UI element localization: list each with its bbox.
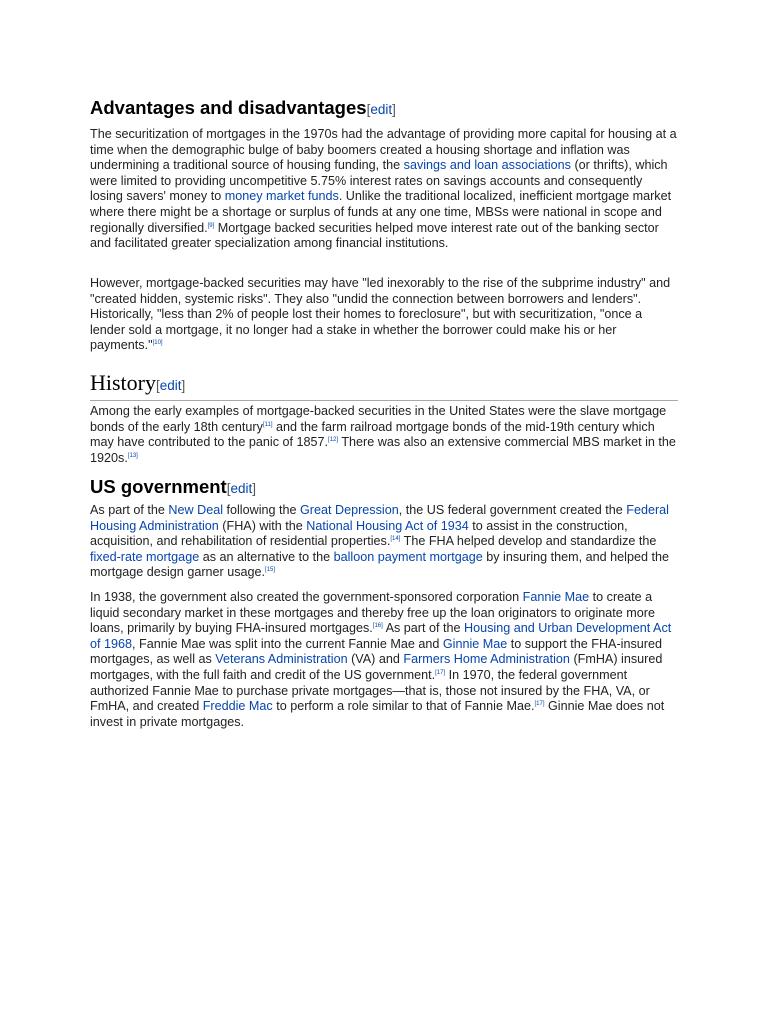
advantages-edit-link[interactable]: edit — [370, 102, 393, 117]
text: However, mortgage-backed securities may have "led inexorably to the rise of the subprime industry" and "created hidden, systemic risks". They also "undid the connection between borrowers and lenders". Historically, "less than 2% of people lost their homes to foreclosure", but with securitization, "once a lender sold a mortgage, it no longer had a stake in whether the borrower could make his or her payments." — [90, 276, 671, 353]
link-money-market-funds[interactable]: money market funds — [224, 189, 339, 204]
advantages-paragraph-2 — [90, 276, 678, 354]
citation-14[interactable]: [14] — [390, 536, 401, 542]
text: As part of the — [382, 621, 465, 636]
government-edit-link[interactable]: edit — [230, 481, 253, 496]
text: as an alternative to the — [199, 549, 334, 564]
advantages-edit-section: [edit] — [366, 102, 396, 117]
text: The FHA helped develop and standardize the — [400, 534, 657, 549]
advantages-paragraph-1 — [90, 127, 678, 252]
citation-12[interactable]: [12] — [328, 437, 339, 443]
citation-15[interactable]: [15] — [265, 567, 276, 574]
link-housing-urban-development-act-1968[interactable]: Housing and Urban Development Act of 1968 — [90, 621, 672, 651]
text: As part of the — [90, 503, 169, 517]
citation-17b[interactable]: [17] — [534, 700, 545, 707]
citation-9[interactable]: [9] — [207, 222, 215, 229]
link-freddie-mac[interactable]: Freddie Mac — [202, 699, 273, 714]
text: In 1938, the government also created the government-sponsored corporation — [90, 590, 523, 604]
history-heading-text: History — [90, 370, 156, 395]
text: . Unlike the traditional localized, inefficient mortgage market where there might be a shortage or surplus of funds at any one time, MBSs were national in scope and regionally diversified. — [90, 189, 672, 235]
link-fixed-rate-mortgage[interactable]: fixed-rate mortgage — [90, 549, 200, 564]
text: to create a liquid secondary market in these mortgages and thereby free up the loan originators to originate more loans, primarily by buying FHA-insured mortgages. — [90, 590, 655, 636]
citation-11[interactable]: [11] — [262, 421, 273, 428]
history-edit-section: [edit] — [156, 378, 186, 393]
link-savings-and-loan[interactable]: savings and loan associations — [403, 158, 571, 173]
text: and the farm railroad mortgage bonds of the mid-19th century which may have contributed to the panic of 1857. — [90, 419, 655, 450]
citation-17[interactable]: [17] — [435, 669, 446, 676]
history-edit-link[interactable]: edit — [159, 378, 182, 393]
text: to support the FHA-insured mortgages, as well as — [90, 636, 662, 667]
text: There was also an extensive commercial MBS market in the 1920s. — [90, 435, 676, 465]
government-heading — [90, 476, 256, 500]
link-federal-housing-administration[interactable]: Federal Housing Administration — [90, 503, 669, 533]
government-heading-text: US government — [90, 476, 227, 497]
text: (FHA) with the — [218, 518, 307, 533]
advantages-heading-text: Advantages and disadvantages — [90, 97, 367, 118]
text: The securitization of mortgages in the 1970s had the advantage of providing more capital for housing at a time when the demographic bulge of baby boomers created a housing shortage and inflation was undermining a traditional source of housing funding, the — [90, 127, 677, 173]
government-paragraph-2 — [90, 590, 678, 730]
text: to assist in the construction, acquisition, and rehabilitation of residential properties. — [90, 518, 628, 549]
link-new-deal[interactable]: New Deal — [168, 503, 223, 517]
text: Among the early examples of mortgage-backed securities in the United States were the slave mortgage bonds of the early 18th century — [90, 404, 667, 434]
text: , the US federal government created the — [398, 503, 627, 517]
link-balloon-payment-mortgage[interactable]: balloon payment mortgage — [333, 549, 483, 564]
text: , Fannie Mae was split into the current Fannie Mae and — [132, 636, 443, 651]
text: (or thrifts), which were limited to providing uncompetitive 5.75% interest rates on savings accounts and consequently losing savers' money to — [90, 158, 668, 204]
text: (FmHA) insured mortgages, with the full faith and credit of the US government. — [90, 652, 663, 682]
link-veterans-administration[interactable]: Veterans Administration — [215, 652, 348, 667]
history-paragraph — [90, 404, 678, 466]
government-edit-section: [edit] — [226, 481, 257, 496]
citation-10[interactable]: [10] — [152, 340, 163, 347]
advantages-heading — [90, 97, 396, 121]
text: Mortgage backed securities helped move interest rate out of the banking sector and facilitated greater specialization among financial institutions. — [90, 220, 659, 251]
text: (VA) and — [347, 652, 404, 667]
text: In 1970, the federal government authorized Fannie Mae to purchase private mortgages—that is, those not insured by the FHA, VA, or FmHA, and created — [90, 667, 650, 714]
history-heading — [90, 370, 678, 401]
text: by insuring them, and helped the mortgage design garner usage. — [90, 549, 669, 580]
link-great-depression[interactable]: Great Depression — [300, 503, 399, 517]
citation-16[interactable]: [16] — [372, 623, 383, 629]
link-ginnie-mae[interactable]: Ginnie Mae — [442, 636, 508, 651]
link-farmers-home-administration[interactable]: Farmers Home Administration — [403, 652, 570, 667]
text: to perform a role similar to that of Fannie Mae. — [272, 699, 535, 714]
government-paragraph-1 — [90, 503, 678, 581]
citation-13[interactable]: [13] — [127, 452, 138, 459]
text: following the — [223, 503, 301, 517]
link-national-housing-act-1934[interactable]: National Housing Act of 1934 — [306, 518, 469, 533]
text: Ginnie Mae does not invest in private mortgages. — [90, 699, 665, 729]
link-fannie-mae[interactable]: Fannie Mae — [522, 590, 590, 604]
